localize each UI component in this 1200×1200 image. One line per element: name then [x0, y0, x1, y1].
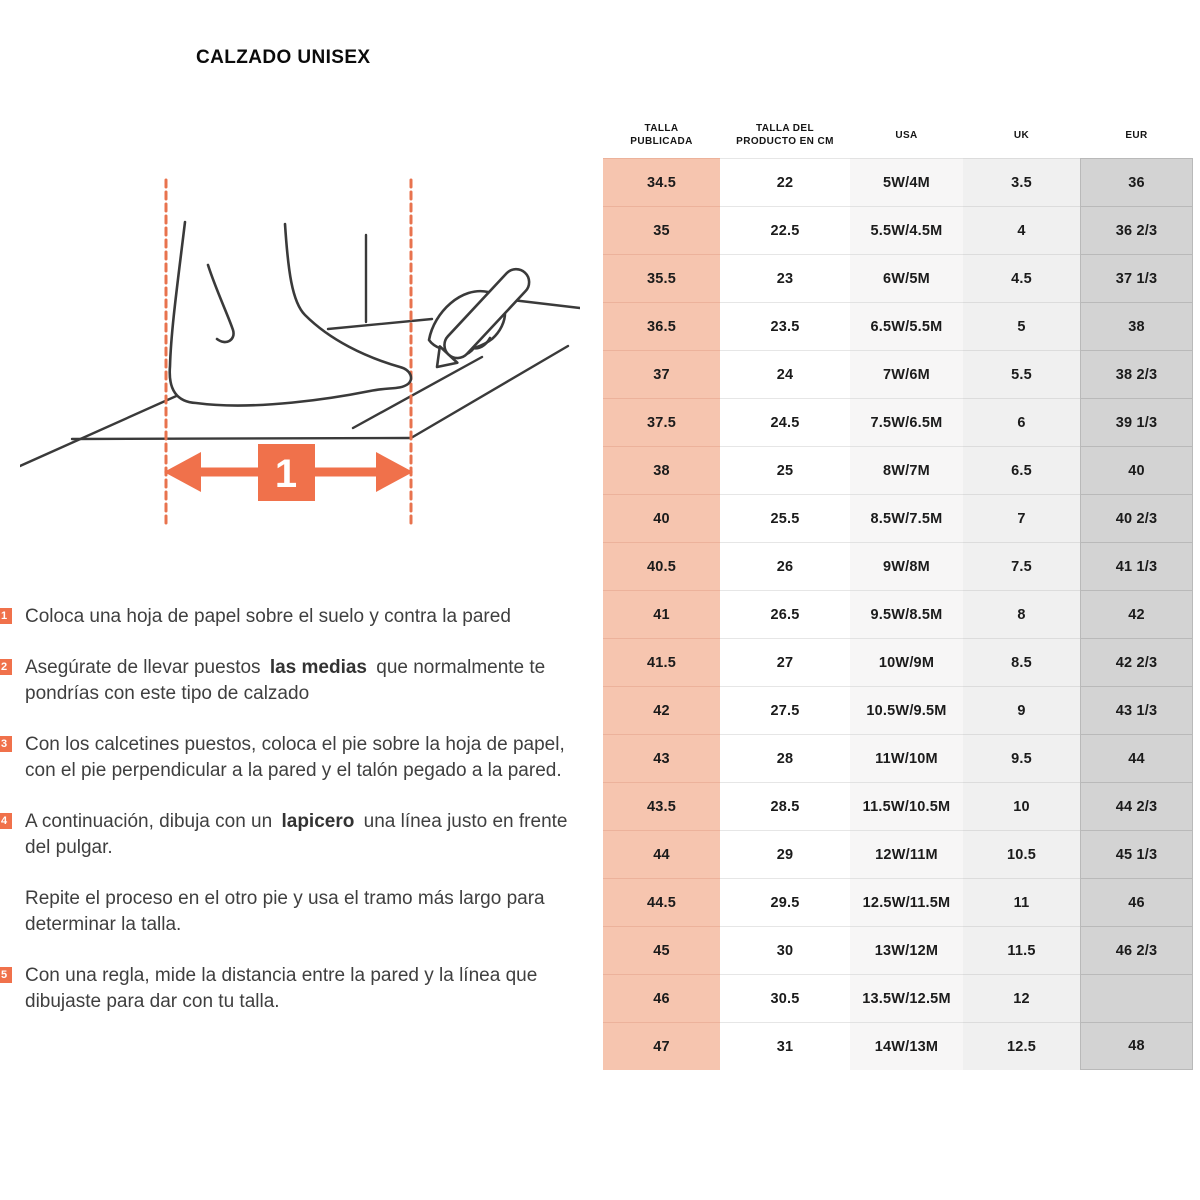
size-cell: 12.5 [963, 1022, 1080, 1070]
size-cell: 30.5 [720, 974, 850, 1022]
size-cell: 36 [1080, 158, 1193, 206]
size-cell: 44 [1080, 734, 1193, 782]
size-cell: 26 [720, 542, 850, 590]
size-cell: 7.5 [963, 542, 1080, 590]
size-cell: 41 1/3 [1080, 542, 1193, 590]
size-cell: 7 [963, 494, 1080, 542]
size-cell: 6.5 [963, 446, 1080, 494]
instruction-item [0, 604, 585, 630]
size-cell: 37 1/3 [1080, 254, 1193, 302]
size-cell: 10.5 [963, 830, 1080, 878]
size-cell: 7.5W/6.5M [850, 398, 963, 446]
size-cell: 24 [720, 350, 850, 398]
instruction-item [0, 886, 585, 938]
size-cell: 6 [963, 398, 1080, 446]
column-header-eur: EUR [1125, 129, 1148, 141]
instruction-text: A continuación, dibuja con un lapicero una línea justo en frente del pulgar. [25, 811, 568, 858]
size-cell: 23.5 [720, 302, 850, 350]
size-cell: 8 [963, 590, 1080, 638]
size-cell: 8W/7M [850, 446, 963, 494]
column-header-uk: UK [1013, 129, 1030, 141]
size-cell: 10.5W/9.5M [850, 686, 963, 734]
size-cell: 23 [720, 254, 850, 302]
size-cell: 41 [603, 590, 720, 638]
size-cell: 10W/9M [850, 638, 963, 686]
size-cell: 27 [720, 638, 850, 686]
instruction-text: Con una regla, mide la distancia entre la pared y la línea que dibujaste para dar con tu talla. [25, 965, 538, 1012]
page-title: CALZADO UNISEX [196, 47, 371, 68]
size-cell: 5W/4M [850, 158, 963, 206]
size-cell: 9.5W/8.5M [850, 590, 963, 638]
arrow-label: 1 [274, 452, 298, 496]
size-cell: 44.5 [603, 878, 720, 926]
instruction-text: Asegúrate de llevar puestos las medias que normalmente te pondrías con este tipo de calzado [25, 657, 546, 704]
size-cell: 27.5 [720, 686, 850, 734]
size-cell: 31 [720, 1022, 850, 1070]
size-cell: 29.5 [720, 878, 850, 926]
size-cell: 46 2/3 [1080, 926, 1193, 974]
size-cell: 42 [1080, 590, 1193, 638]
size-cell: 5.5 [963, 350, 1080, 398]
size-cell: 4.5 [963, 254, 1080, 302]
size-cell: 46 [603, 974, 720, 1022]
size-cell: 14W/13M [850, 1022, 963, 1070]
step-number-badge: 5 [0, 967, 12, 983]
size-cell: 44 [603, 830, 720, 878]
size-cell: 39 1/3 [1080, 398, 1193, 446]
size-cell: 42 [603, 686, 720, 734]
size-cell: 35.5 [603, 254, 720, 302]
size-cell: 47 [603, 1022, 720, 1070]
size-cell: 26.5 [720, 590, 850, 638]
size-cell: 10 [963, 782, 1080, 830]
size-cell: 25 [720, 446, 850, 494]
size-cell: 34.5 [603, 158, 720, 206]
size-cell: 35 [603, 206, 720, 254]
size-cell: 36.5 [603, 302, 720, 350]
size-cell: 43 1/3 [1080, 686, 1193, 734]
size-cell: 45 [603, 926, 720, 974]
size-cell: 41.5 [603, 638, 720, 686]
step-number-badge: 3 [0, 736, 12, 752]
size-cell [1080, 974, 1193, 1022]
size-cell: 40 [1080, 446, 1193, 494]
size-cell: 25.5 [720, 494, 850, 542]
size-cell: 37 [603, 350, 720, 398]
size-cell: 5.5W/4.5M [850, 206, 963, 254]
measurement-arrow [164, 444, 413, 501]
size-cell: 11 [963, 878, 1080, 926]
size-cell: 42 2/3 [1080, 638, 1193, 686]
instruction-item [0, 655, 585, 707]
column-header-talla-cm: TALLA DEL PRODUCTO EN CM [736, 123, 834, 147]
size-cell: 36 2/3 [1080, 206, 1193, 254]
size-cell: 48 [1080, 1022, 1193, 1070]
step-number-badge: 1 [0, 608, 12, 624]
size-cell: 13W/12M [850, 926, 963, 974]
instruction-text: Con los calcetines puestos, coloca el pie sobre la hoja de papel, con el pie perpendicular a la pared y el talón pegado a la pared. [25, 734, 565, 781]
step-number-badge: 2 [0, 659, 12, 675]
size-cell: 24.5 [720, 398, 850, 446]
size-table [603, 112, 1193, 1070]
size-cell: 7W/6M [850, 350, 963, 398]
size-cell: 8.5W/7.5M [850, 494, 963, 542]
size-cell: 11W/10M [850, 734, 963, 782]
step-number-badge: 4 [0, 813, 12, 829]
size-cell: 12W/11M [850, 830, 963, 878]
foot-sketch [170, 222, 411, 406]
column-header-talla-publicada: TALLA PUBLICADA [630, 123, 693, 147]
instruction-item [0, 732, 585, 784]
instruction-item [0, 963, 585, 1015]
size-cell: 40 2/3 [1080, 494, 1193, 542]
size-cell: 29 [720, 830, 850, 878]
size-cell: 40 [603, 494, 720, 542]
size-cell: 6.5W/5.5M [850, 302, 963, 350]
size-cell: 38 [603, 446, 720, 494]
size-cell: 28 [720, 734, 850, 782]
size-cell: 5 [963, 302, 1080, 350]
size-cell: 37.5 [603, 398, 720, 446]
column-header-usa: USA [895, 129, 918, 141]
instructions-list [0, 604, 585, 1040]
size-cell: 46 [1080, 878, 1193, 926]
size-cell: 38 [1080, 302, 1193, 350]
size-cell: 38 2/3 [1080, 350, 1193, 398]
size-cell: 40.5 [603, 542, 720, 590]
size-cell: 9 [963, 686, 1080, 734]
instruction-text: Repite el proceso en el otro pie y usa el tramo más largo para determinar la talla. [25, 888, 545, 935]
size-cell: 22 [720, 158, 850, 206]
size-cell: 13.5W/12.5M [850, 974, 963, 1022]
size-cell: 43 [603, 734, 720, 782]
size-cell: 9W/8M [850, 542, 963, 590]
size-cell: 43.5 [603, 782, 720, 830]
size-cell: 4 [963, 206, 1080, 254]
size-cell: 12 [963, 974, 1080, 1022]
size-cell: 45 1/3 [1080, 830, 1193, 878]
size-cell: 11.5 [963, 926, 1080, 974]
size-cell: 44 2/3 [1080, 782, 1193, 830]
size-cell: 8.5 [963, 638, 1080, 686]
size-cell: 11.5W/10.5M [850, 782, 963, 830]
size-cell: 30 [720, 926, 850, 974]
size-cell: 6W/5M [850, 254, 963, 302]
wall-corner-sketch [328, 235, 432, 329]
size-cell: 22.5 [720, 206, 850, 254]
size-cell: 12.5W/11.5M [850, 878, 963, 926]
foot-measurement-illustration [20, 150, 580, 570]
size-cell: 28.5 [720, 782, 850, 830]
size-cell: 9.5 [963, 734, 1080, 782]
size-cell: 3.5 [963, 158, 1080, 206]
instruction-item [0, 809, 585, 861]
instruction-text: Coloca una hoja de papel sobre el suelo y contra la pared [25, 606, 511, 627]
